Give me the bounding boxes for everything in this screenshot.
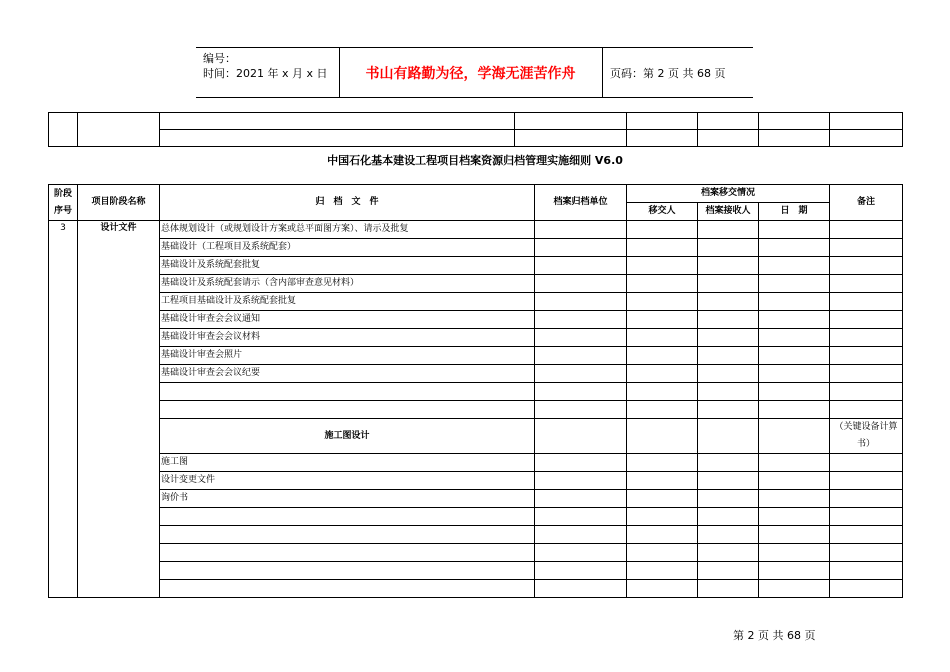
archive-doc-item: 总体规划设计（或规划设计方案或总平面图方案）、请示及批复 <box>160 221 535 239</box>
table-row <box>49 347 903 365</box>
archive-doc-item: 基础设计（工程项目及系统配套） <box>160 239 535 257</box>
table-row <box>49 365 903 383</box>
col-seq-header: 阶段序号 <box>49 185 78 221</box>
table-row <box>49 526 903 544</box>
col-docs-header: 归 档 文 件 <box>160 185 535 221</box>
archive-doc-item: 施工图 <box>160 454 535 472</box>
stage-name: 设计文件 <box>78 221 160 598</box>
table-row <box>49 472 903 490</box>
archive-doc-item: 询价书 <box>160 490 535 508</box>
archive-doc-item: 工程项目基础设计及系统配套批复 <box>160 293 535 311</box>
col-date-header: 日 期 <box>759 203 830 221</box>
table-row <box>49 311 903 329</box>
table-row <box>49 401 903 419</box>
continuation-table <box>48 112 903 147</box>
col-stage-header: 项目阶段名称 <box>78 185 160 221</box>
archive-doc-item <box>160 580 535 598</box>
table-row <box>49 508 903 526</box>
col-transferor-header: 移交人 <box>627 203 698 221</box>
archive-doc-item <box>160 544 535 562</box>
header-left <box>203 51 328 81</box>
table-row <box>49 544 903 562</box>
archive-doc-item: 基础设计审查会会议纪要 <box>160 365 535 383</box>
archive-doc-item: 基础设计及系统配套批复 <box>160 257 535 275</box>
header-divider <box>602 48 603 97</box>
section-row <box>49 419 903 454</box>
section-remark: （关键设备计算书） <box>830 419 903 454</box>
table-row <box>49 329 903 347</box>
document-title: 中国石化基本建设工程项目档案资源归档管理实施细则 V6.0 <box>327 154 623 167</box>
table-row <box>49 293 903 311</box>
page-header <box>196 47 753 98</box>
table-row <box>49 130 903 147</box>
time-label: 时间：2021 年 x 月 x 日 <box>203 67 328 80</box>
archive-doc-item <box>160 508 535 526</box>
table-row <box>49 239 903 257</box>
archive-doc-item <box>160 526 535 544</box>
table-row <box>49 490 903 508</box>
table-row <box>49 383 903 401</box>
header-row <box>49 185 903 203</box>
table-row <box>49 257 903 275</box>
stage-seq: 3 <box>49 221 78 598</box>
col-transfer-header: 档案移交情况 <box>627 185 830 203</box>
archive-doc-item: 基础设计审查会会议通知 <box>160 311 535 329</box>
table-row <box>49 275 903 293</box>
archive-doc-item <box>160 562 535 580</box>
page-footer: 第 2 页 共 68 页 <box>733 629 816 642</box>
table-row <box>49 580 903 598</box>
header-page-info: 页码：第 2 页 共 68 页 <box>610 67 726 80</box>
archive-doc-item: 基础设计审查会会议材料 <box>160 329 535 347</box>
col-receiver-header: 档案接收人 <box>698 203 759 221</box>
archive-doc-item: 设计变更文件 <box>160 472 535 490</box>
section-title: 施工图设计 <box>160 419 535 454</box>
table-row <box>49 562 903 580</box>
archive-doc-item: 基础设计及系统配套请示（含内部审查意见材料） <box>160 275 535 293</box>
col-unit-header: 档案归档单位 <box>535 185 627 221</box>
table-row <box>49 454 903 472</box>
table-row <box>49 113 903 130</box>
archive-doc-item <box>160 383 535 401</box>
number-label: 编号： <box>203 52 236 65</box>
archive-doc-item <box>160 401 535 419</box>
archive-doc-item: 基础设计审查会照片 <box>160 347 535 365</box>
header-motto: 书山有路勤为径，学海无涯苦作舟 <box>365 65 576 82</box>
col-remark-header: 备注 <box>830 185 903 221</box>
archive-table <box>48 184 903 598</box>
table-row <box>49 221 903 239</box>
